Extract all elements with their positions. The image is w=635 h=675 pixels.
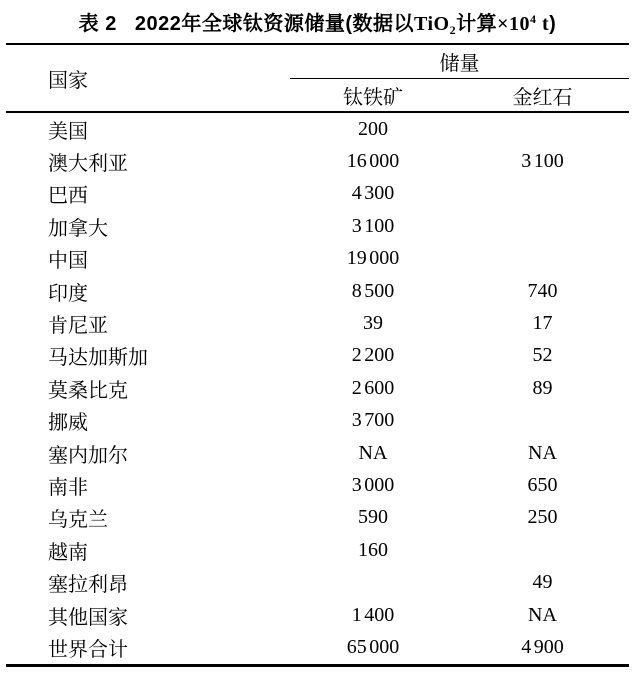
country-cell: 莫桑比克 (48, 379, 128, 402)
rutile-value-cell: NA (528, 441, 557, 464)
table-row (6, 307, 629, 339)
ilmenite-value-cell: 3 700 (351, 409, 395, 432)
country-cell: 印度 (48, 282, 88, 305)
country-cell: 世界合计 (48, 638, 128, 661)
country-cell: 挪威 (48, 412, 88, 435)
country-cell: 加拿大 (48, 217, 108, 240)
table-row (6, 469, 629, 501)
country-cell: 塞内加尔 (48, 444, 128, 467)
ilmenite-value-cell: NA (358, 441, 388, 464)
country-cell: 塞拉利昂 (48, 574, 128, 597)
rutile-value-cell: 49 (532, 571, 553, 594)
country-cell: 南非 (48, 476, 88, 499)
table-number-label: 表 2 (78, 13, 117, 35)
table-row (6, 502, 629, 534)
rutile-value-cell: 650 (527, 473, 558, 496)
table-row (6, 178, 629, 210)
ilmenite-value-cell: 65 000 (346, 635, 400, 658)
table-row (6, 340, 629, 372)
country-cell: 巴西 (48, 185, 88, 208)
ilmenite-value-cell: 39 (363, 312, 383, 335)
table-body (6, 113, 629, 667)
rutile-value-cell: 3 100 (521, 150, 564, 173)
rutile-value-cell: 52 (532, 344, 553, 367)
table-row (6, 145, 629, 177)
formula-tio2: TiO$_2$ (414, 13, 457, 37)
rutile-value-cell: 740 (527, 279, 558, 302)
ilmenite-value-cell: 2 600 (351, 376, 395, 399)
country-cell: 马达加斯加 (48, 347, 148, 370)
country-cell: 越南 (48, 541, 88, 564)
table-row (6, 566, 629, 598)
ilmenite-header: 钛铁矿 (343, 86, 403, 109)
ilmenite-value-cell: 4 300 (351, 182, 395, 205)
table-row (6, 631, 629, 663)
country-cell: 中国 (48, 250, 88, 273)
ilmenite-value-cell: 2 200 (351, 344, 395, 367)
country-header: 国家 (48, 69, 88, 92)
country-cell: 乌克兰 (48, 509, 108, 532)
table-row (6, 534, 629, 566)
table-row (6, 113, 629, 145)
formula-multiplier: $\times 10^4$ t (497, 12, 550, 35)
ilmenite-value-cell: 16 000 (346, 150, 400, 173)
rutile-header: 金红石 (512, 86, 573, 109)
table-title-text: 2022年全球钛资源储量(数据以TiO$_2$计算$\times 10^4$ t) (134, 12, 557, 37)
country-cell: 澳大利亚 (48, 153, 128, 176)
table-row (6, 243, 629, 275)
ilmenite-value-cell: 1 400 (351, 603, 395, 626)
reserves-header-group (290, 45, 629, 111)
country-cell: 美国 (48, 120, 88, 143)
rutile-value-cell: 250 (527, 506, 558, 529)
table-row (6, 372, 629, 404)
reserves-header: 储量 (290, 45, 629, 79)
table-row (6, 437, 629, 469)
table-row (6, 405, 629, 437)
rutile-value-cell: 89 (532, 376, 553, 399)
ilmenite-value-cell: 3 000 (351, 473, 395, 496)
rutile-value-cell: NA (528, 603, 557, 626)
rutile-value-cell: 4 900 (521, 635, 564, 658)
ilmenite-value-cell: 8 500 (351, 279, 395, 302)
ilmenite-value-cell: 3 100 (351, 214, 395, 237)
reserves-table (6, 43, 629, 667)
ilmenite-value-cell: 200 (358, 117, 388, 140)
ilmenite-value-cell: 160 (358, 538, 388, 561)
ilmenite-value-cell: 19 000 (346, 247, 400, 270)
table-row (6, 599, 629, 631)
table-header (6, 43, 629, 113)
table-row (6, 275, 629, 307)
reserves-subheader-row (290, 79, 629, 111)
ilmenite-value-cell: 590 (358, 506, 388, 529)
rutile-value-cell: 17 (532, 312, 553, 335)
table-row (6, 210, 629, 242)
country-cell: 肯尼亚 (48, 315, 108, 338)
country-cell: 其他国家 (48, 606, 128, 629)
table-caption (0, 0, 635, 43)
